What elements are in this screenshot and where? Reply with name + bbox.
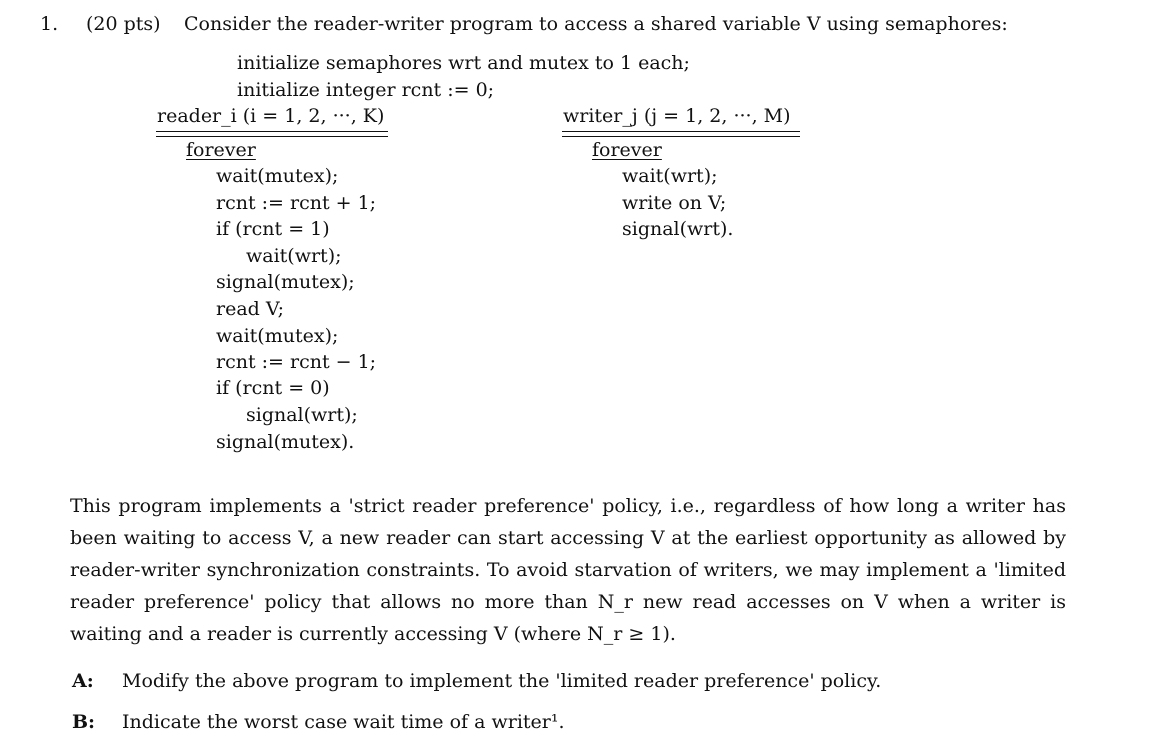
reader-header-rule xyxy=(156,131,388,137)
part-b-letter: B: xyxy=(72,711,96,733)
policy-paragraph: This program implements a 'strict reader preference' policy, i.e., regardless of how long a writer has been waiting to access V, a new reader can start accessing V at the earliest opportunity as allowed by reader-writer synchronization constraints. To avoid starvation of writers, we may implement a 'limited reader preference' policy that allows no more than N_r new read accesses on V when a writer is waiting and a reader is currently accessing V (where N_r ≥ 1). xyxy=(70,495,1066,645)
reader-line-7: wait(mutex); xyxy=(216,325,339,347)
reader-line-6: read V; xyxy=(216,298,285,320)
writer-line-3: signal(wrt). xyxy=(622,218,734,240)
writer-line-1: wait(wrt); xyxy=(622,165,718,187)
reader-forever: forever xyxy=(186,139,256,161)
question-prompt-text: Consider the reader-writer program to access a shared variable V using semaphores: xyxy=(184,13,1008,35)
question-prompt xyxy=(184,13,1008,35)
writer-header: writer_j (j = 1, 2, ···, M) xyxy=(563,105,791,127)
reader-line-3: if (rcnt = 1) xyxy=(216,218,330,240)
part-a-text: Modify the above program to implement the 'limited reader preference' policy. xyxy=(122,670,882,692)
question-number: 1. xyxy=(40,13,59,35)
writer-forever: forever xyxy=(592,139,662,161)
reader-line-5: signal(mutex); xyxy=(216,271,355,293)
init-integer: initialize integer rcnt := 0; xyxy=(237,79,495,101)
question-points: (20 pts) xyxy=(86,13,161,35)
reader-header: reader_i (i = 1, 2, ···, K) xyxy=(157,105,385,127)
init-semaphores: initialize semaphores wrt and mutex to 1 each; xyxy=(237,52,690,74)
reader-line-11: signal(mutex). xyxy=(216,431,355,453)
writer-header-rule xyxy=(562,131,800,137)
reader-line-8: rcnt := rcnt − 1; xyxy=(216,351,377,373)
reader-line-4: wait(wrt); xyxy=(246,245,342,267)
writer-line-2: write on V; xyxy=(622,192,727,214)
reader-line-10: signal(wrt); xyxy=(246,404,358,426)
reader-line-1: wait(mutex); xyxy=(216,165,339,187)
reader-line-2: rcnt := rcnt + 1; xyxy=(216,192,377,214)
part-a-letter: A: xyxy=(72,670,94,692)
reader-line-9: if (rcnt = 0) xyxy=(216,377,330,399)
part-b-text: Indicate the worst case wait time of a writer¹. xyxy=(122,711,565,733)
